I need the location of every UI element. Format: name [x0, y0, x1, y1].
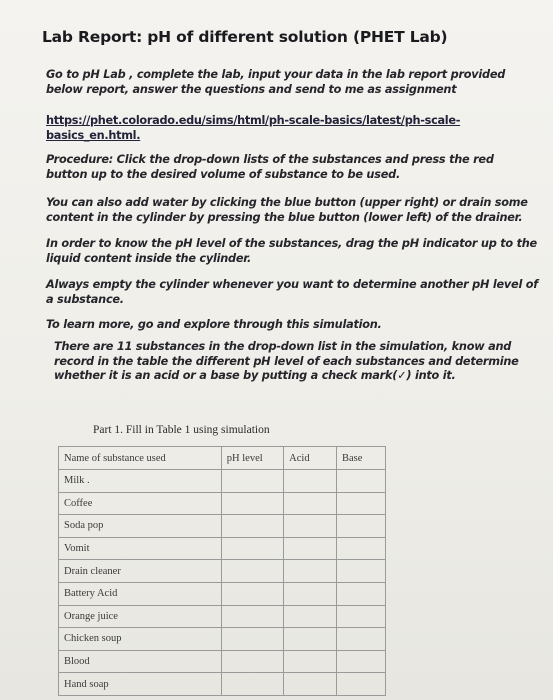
base-cell[interactable] — [336, 492, 385, 515]
acid-cell[interactable] — [284, 628, 337, 651]
base-cell[interactable] — [336, 628, 385, 651]
intro-paragraph: Go to pH Lab , complete the lab, input your data in the lab report provided below report, answer the questions and send to me as assignment — [46, 68, 506, 96]
table-row — [59, 628, 386, 651]
acid-cell[interactable] — [284, 605, 337, 628]
page-title: Lab Report: pH of different solution (PHET Lab) — [42, 28, 448, 46]
table-header-row — [59, 447, 386, 470]
ph-cell[interactable] — [221, 673, 283, 696]
substance-cell: Orange juice — [59, 605, 222, 628]
table-row — [59, 650, 386, 673]
substance-cell: Blood — [59, 650, 222, 673]
header-base: Base — [336, 447, 385, 470]
substance-cell: Battery Acid — [59, 582, 222, 605]
table-row — [59, 673, 386, 696]
table-row — [59, 582, 386, 605]
substance-cell: Soda pop — [59, 515, 222, 538]
ph-cell[interactable] — [221, 537, 283, 560]
substance-cell: Hand soap — [59, 673, 222, 696]
table-row — [59, 492, 386, 515]
acid-cell[interactable] — [284, 515, 337, 538]
base-cell[interactable] — [336, 582, 385, 605]
base-cell[interactable] — [336, 605, 385, 628]
table-row — [59, 605, 386, 628]
table-row — [59, 515, 386, 538]
header-ph-level: pH level — [221, 447, 283, 470]
procedure-paragraph: Procedure: Click the drop-down lists of the substances and press the red button up to the desired volume of substance to be used. — [46, 153, 494, 181]
acid-cell[interactable] — [284, 537, 337, 560]
ph-cell[interactable] — [221, 560, 283, 583]
table-row — [59, 537, 386, 560]
substance-cell: Chicken soup — [59, 628, 222, 651]
acid-cell[interactable] — [284, 673, 337, 696]
indicator-paragraph: In order to know the pH level of the substances, drag the pH indicator up to the liquid content inside the cylinder. — [46, 237, 537, 265]
ph-cell[interactable] — [221, 605, 283, 628]
header-acid: Acid — [284, 447, 337, 470]
substance-cell: Drain cleaner — [59, 560, 222, 583]
ph-cell[interactable] — [221, 628, 283, 651]
acid-cell[interactable] — [284, 470, 337, 493]
water-paragraph: You can also add water by clicking the blue button (upper right) or drain some content in the cylinder by pressing the blue button (lower left) of the drainer. — [46, 196, 528, 224]
learn-more-paragraph: To learn more, go and explore through this simulation. — [46, 318, 382, 331]
table-row — [59, 560, 386, 583]
base-cell[interactable] — [336, 515, 385, 538]
acid-cell[interactable] — [284, 560, 337, 583]
table-row — [59, 470, 386, 493]
header-substance: Name of substance used — [59, 447, 222, 470]
ph-cell[interactable] — [221, 470, 283, 493]
acid-cell[interactable] — [284, 650, 337, 673]
base-cell[interactable] — [336, 537, 385, 560]
substance-cell: Coffee — [59, 492, 222, 515]
ph-cell[interactable] — [221, 650, 283, 673]
base-cell[interactable] — [336, 470, 385, 493]
acid-cell[interactable] — [284, 492, 337, 515]
ph-table — [58, 446, 386, 696]
ph-cell[interactable] — [221, 515, 283, 538]
simulation-link[interactable]: https://phet.colorado.edu/sims/html/ph-scale-basics/latest/ph-scale-basics_en.html. — [46, 114, 461, 142]
ph-cell[interactable] — [221, 582, 283, 605]
base-cell[interactable] — [336, 673, 385, 696]
empty-cylinder-paragraph: Always empty the cylinder whenever you want to determine another pH level of a substance. — [46, 278, 538, 306]
substance-cell: Milk . — [59, 470, 222, 493]
ph-cell[interactable] — [221, 492, 283, 515]
acid-cell[interactable] — [284, 582, 337, 605]
substances-paragraph: There are 11 substances in the drop-down list in the simulation, know and record in the table the different pH level of each substances and determine whether it is an acid or a base by putting a check mark(✓) into it. — [54, 340, 519, 382]
base-cell[interactable] — [336, 650, 385, 673]
substance-cell: Vomit — [59, 537, 222, 560]
base-cell[interactable] — [336, 560, 385, 583]
table-caption: Part 1. Fill in Table 1 using simulation — [93, 424, 270, 436]
